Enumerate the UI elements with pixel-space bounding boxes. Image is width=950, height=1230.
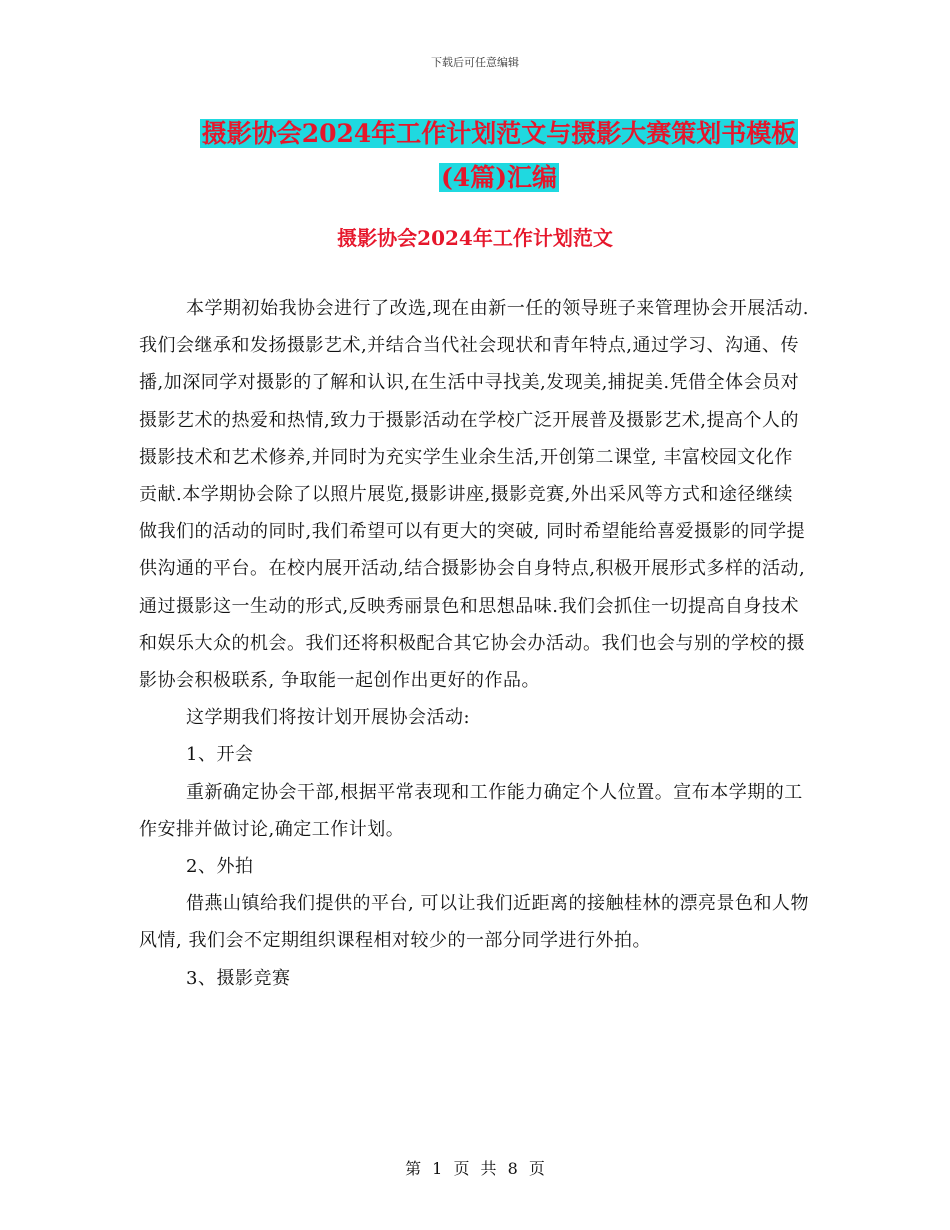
paragraph: 借燕山镇给我们提供的平台, 可以让我们近距离的接触桂林的漂亮景色和人物风情, 我们会不定期组织课程相对较少的一部分同学进行外拍。 [139, 893, 809, 952]
document-title [0, 112, 950, 200]
title-line-2: (4篇)汇编 [440, 163, 558, 192]
section-title: 摄影协会2024年工作计划范文 [337, 226, 613, 250]
title-line-1: 摄影协会2024年工作计划范文与摄影大赛策划书模板 [201, 119, 797, 148]
paragraph: 本学期初始我协会进行了改选,现在由新一任的领导班子来管理协会开展活动.我们会继承和发扬摄影艺术,并结合当代社会现状和青年特点,通过学习、沟通、传播,加深同学对摄影的了解和认识,在生活中寻找美,发现美,捕捉美.凭借全体会员对摄影艺术的热爱和热情,致力于摄影活动在学校广泛开展普及摄影艺术,提高个人的摄影技术和艺术修养,并同时为充实学生业余生活,开创第二课堂, 丰富校园文化作贡献.本学期协会除了以照片展览,摄影讲座,摄影竞赛,外出采风等方式和途径继续做我们的活动的同时,我们希望可以有更大的突破, 同时希望能给喜爱摄影的同学提供沟通的平台。在校内展开活动,结合摄影协会自身特点,积极开展形式多样的活动,通过摄影这一生动的形式,反映秀丽景色和思想品味.我们会抓住一切提高自身技术和娱乐大众的机会。我们还将积极配合其它协会办活动。我们也会与别的学校的摄影协会积极联系, 争取能一起创作出更好的作品。 [139, 298, 809, 692]
list-heading: 2、外拍 [186, 856, 254, 878]
paragraph: 重新确定协会干部,根据平常表现和工作能力确定个人位置。宣布本学期的工作安排并做讨论,确定工作计划。 [139, 781, 803, 840]
paragraph: 这学期我们将按计划开展协会活动: [186, 707, 471, 729]
header-note: 下载后可任意编辑 [431, 56, 519, 69]
list-heading: 1、开会 [186, 744, 254, 766]
body-text [139, 290, 809, 997]
page-footer: 第 1 页 共 8 页 [405, 1159, 545, 1178]
list-heading: 3、摄影竞赛 [186, 967, 291, 989]
